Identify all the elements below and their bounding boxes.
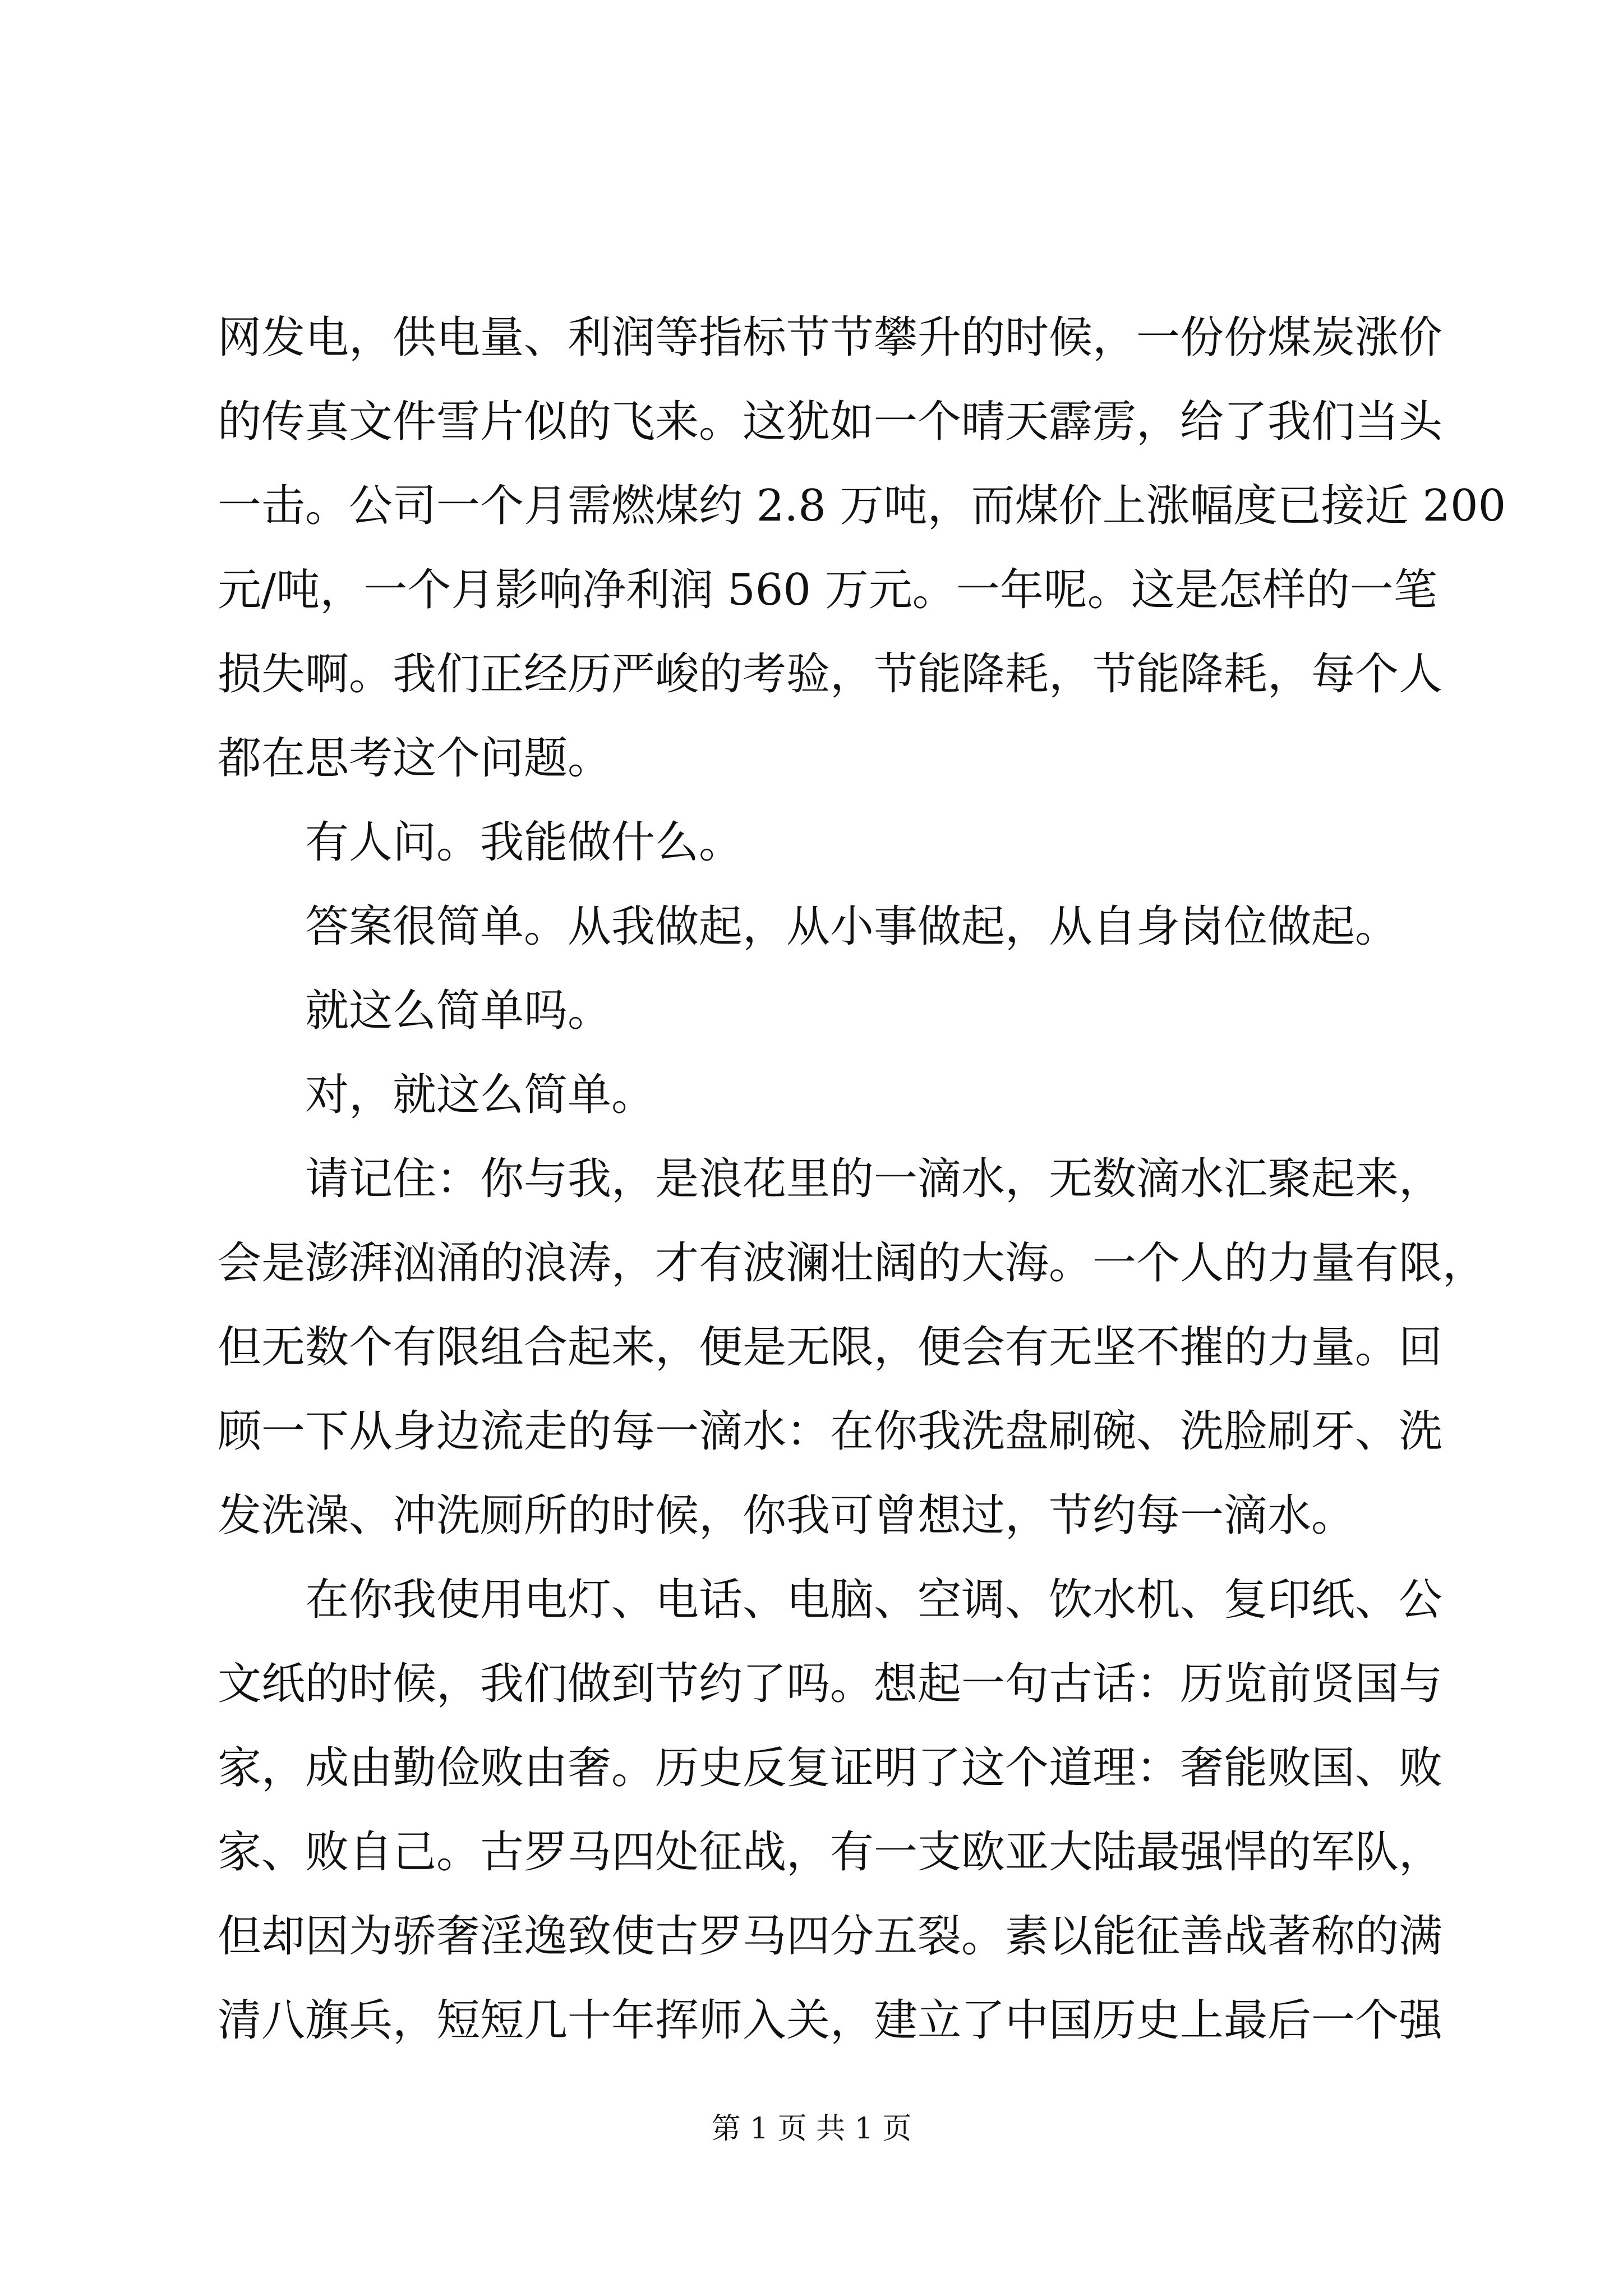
body-text-line: 一击。公司一个月需燃煤约 2.8 万吨，而煤价上涨幅度已接近 200 [218, 481, 1506, 531]
body-text-line: 请记住：你与我，是浪花里的一滴水，无数滴水汇聚起来， [305, 1154, 1443, 1204]
body-text-line: 损失啊。我们正经历严峻的考验，节能降耗，节能降耗，每个人 [218, 649, 1443, 700]
body-text-line: 网发电，供电量、利润等指标节节攀升的时候，一份份煤炭涨价 [218, 312, 1443, 363]
body-text-line: 在你我使用电灯、电话、电脑、空调、饮水机、复印纸、公 [305, 1575, 1443, 1625]
body-text-line: 但却因为骄奢淫逸致使古罗马四分五裂。素以能征善战著称的满 [218, 1911, 1443, 1962]
body-text-line: 清八旗兵，短短几十年挥师入关，建立了中国历史上最后一个强 [218, 1995, 1443, 2046]
body-text-line: 对，就这么简单。 [305, 1070, 656, 1120]
body-text-line: 有人问。我能做什么。 [305, 817, 743, 868]
body-text-line: 的传真文件雪片似的飞来。这犹如一个晴天霹雳，给了我们当头 [218, 397, 1443, 447]
body-text-line: 文纸的时候，我们做到节约了吗。想起一句古话：历览前贤国与 [218, 1659, 1443, 1709]
body-text-line: 会是澎湃汹涌的浪涛，才有波澜壮阔的大海。一个人的力量有限， [218, 1238, 1487, 1289]
body-text-line: 都在思考这个问题。 [218, 733, 612, 784]
body-text-line: 元/吨，一个月影响净利润 560 万元。一年呢。这是怎样的一笔 [218, 565, 1437, 615]
body-text-line: 但无数个有限组合起来，便是无限，便会有无坚不摧的力量。回 [218, 1322, 1443, 1373]
body-text-line: 家，成由勤俭败由奢。历史反复证明了这个道理：奢能败国、败 [218, 1743, 1443, 1793]
body-text-line: 发洗澡、冲洗厕所的时候，你我可曾想过，节约每一滴水。 [218, 1490, 1355, 1541]
body-text-line: 顾一下从身边流走的每一滴水：在你我洗盘刷碗、洗脸刷牙、洗 [218, 1406, 1443, 1457]
body-text-line: 答案很简单。从我做起，从小事做起，从自身岗位做起。 [305, 901, 1399, 952]
page-footer: 第 1 页 共 1 页 [711, 2112, 912, 2146]
body-text-line: 就这么简单吗。 [305, 986, 612, 1036]
body-text-line: 家、败自己。古罗马四处征战，有一支欧亚大陆最强悍的军队， [218, 1827, 1443, 1878]
